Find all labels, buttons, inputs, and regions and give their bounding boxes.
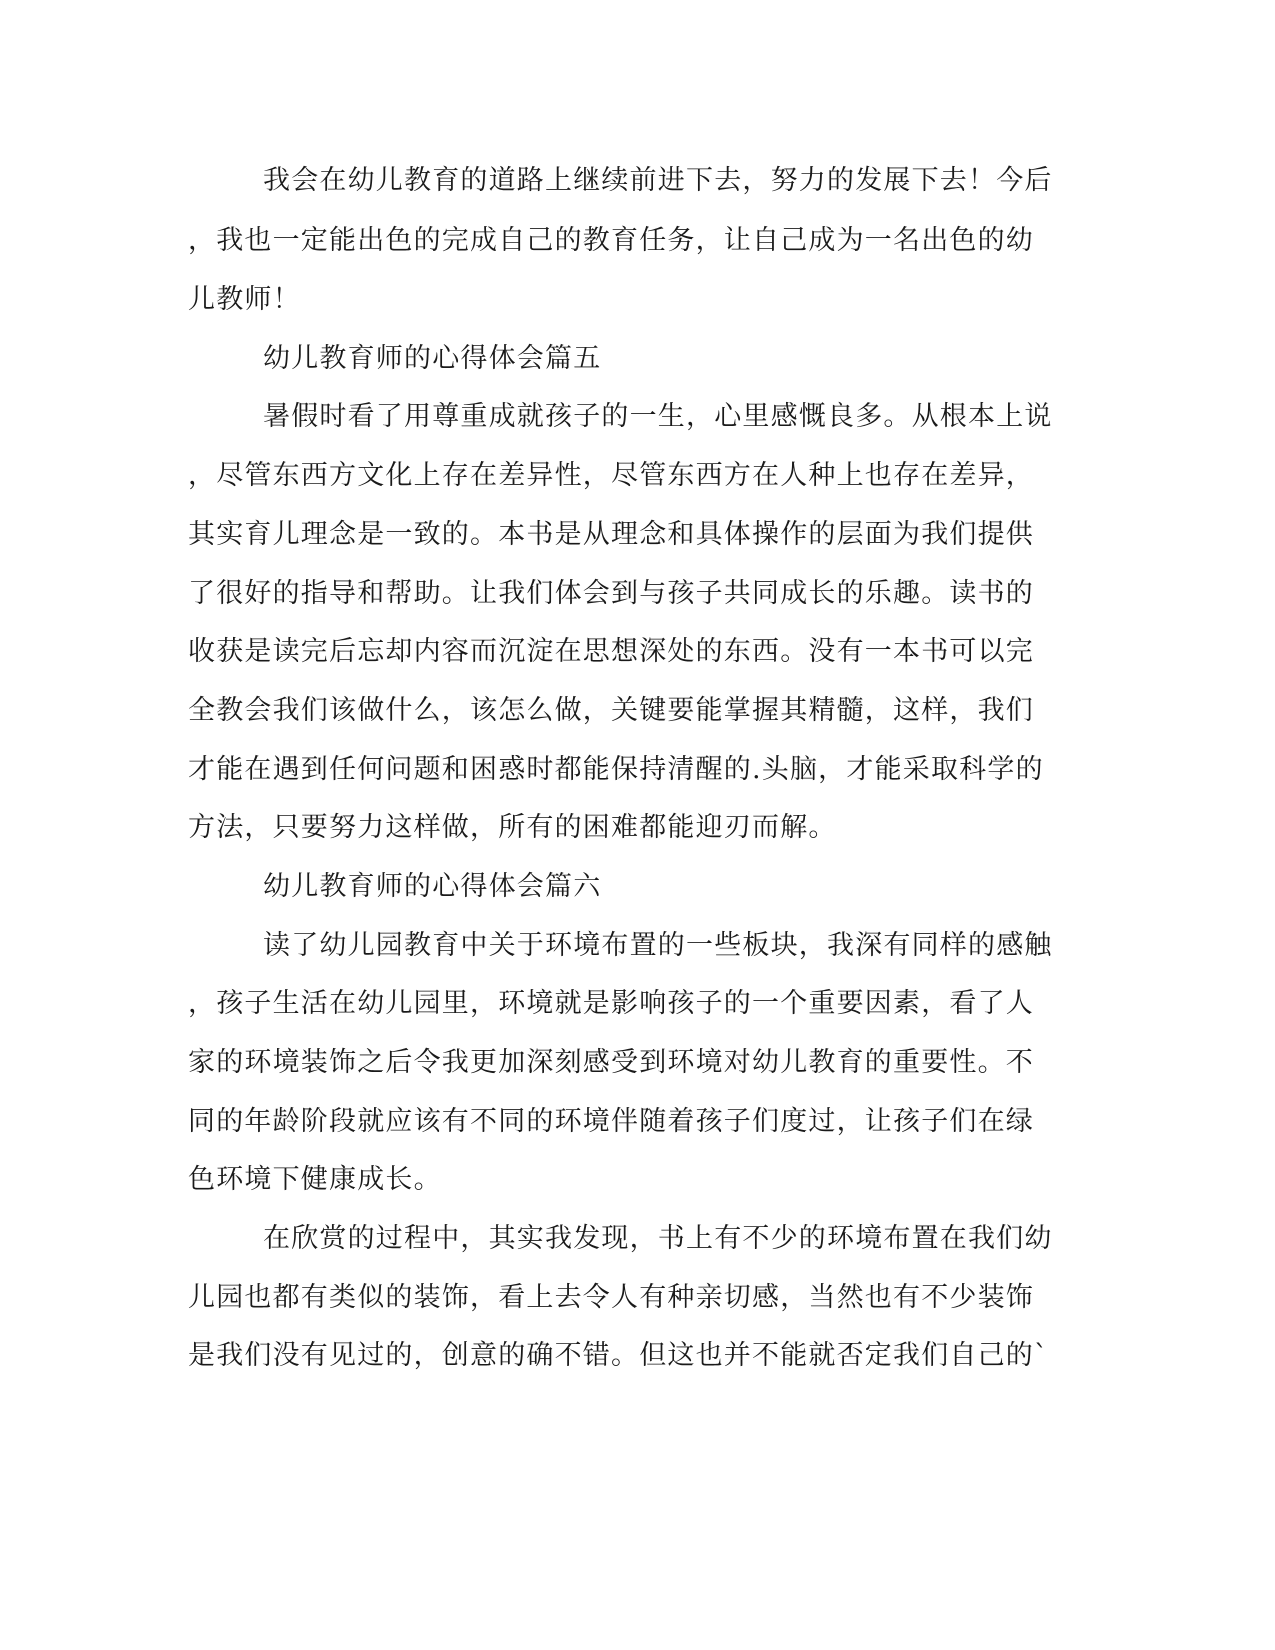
- paragraph-line: 儿园也都有类似的装饰，看上去令人有种亲切感，当然也有不少装饰: [188, 1282, 1034, 1313]
- paragraph-line: ，尽管东西方文化上存在差异性，尽管东西方在人种上也存在差异，: [188, 460, 1034, 491]
- paragraph-line: 色环境下健康成长。: [188, 1164, 442, 1195]
- paragraph-line: 其实育儿理念是一致的。本书是从理念和具体操作的层面为我们提供: [188, 519, 1034, 550]
- paragraph-line: 方法，只要努力这样做，所有的困难都能迎刃而解。: [188, 812, 837, 843]
- paragraph-line: 暑假时看了用尊重成就孩子的一生，心里感慨良多。从根本上说: [263, 401, 1053, 432]
- paragraph-line: ，我也一定能出色的完成自己的教育任务，让自己成为一名出色的幼: [188, 225, 1034, 256]
- paragraph-line: 同的年龄阶段就应该有不同的环境伴随着孩子们度过，让孩子们在绿: [188, 1106, 1034, 1137]
- paragraph-line: 我会在幼儿教育的道路上继续前进下去，努力的发展下去！今后: [263, 165, 1053, 196]
- paragraph-line: 全教会我们该做什么，该怎么做，关键要能掌握其精髓，这样，我们: [188, 695, 1034, 726]
- paragraph-line: 收获是读完后忘却内容而沉淀在思想深处的东西。没有一本书可以完: [188, 636, 1034, 667]
- paragraph-line: 才能在遇到任何问题和困惑时都能保持清醒的.头脑，才能采取科学的: [188, 754, 1044, 785]
- paragraph-line: ，孩子生活在幼儿园里，环境就是影响孩子的一个重要因素，看了人: [188, 988, 1034, 1019]
- paragraph-line: 是我们没有见过的，创意的确不错。但这也并不能就否定我们自己的`: [188, 1340, 1049, 1371]
- paragraph-line: 了很好的指导和帮助。让我们体会到与孩子共同成长的乐趣。读书的: [188, 578, 1034, 609]
- section-heading: 幼儿教育师的心得体会篇六: [263, 871, 602, 902]
- paragraph-line: 读了幼儿园教育中关于环境布置的一些板块，我深有同样的感触: [263, 930, 1053, 961]
- paragraph-line: 家的环境装饰之后令我更加深刻感受到环境对幼儿教育的重要性。不: [188, 1047, 1034, 1078]
- paragraph-line: 在欣赏的过程中，其实我发现，书上有不少的环境布置在我们幼: [263, 1223, 1053, 1254]
- paragraph-line: 儿教师！: [188, 284, 301, 315]
- section-heading: 幼儿教育师的心得体会篇五: [263, 343, 602, 374]
